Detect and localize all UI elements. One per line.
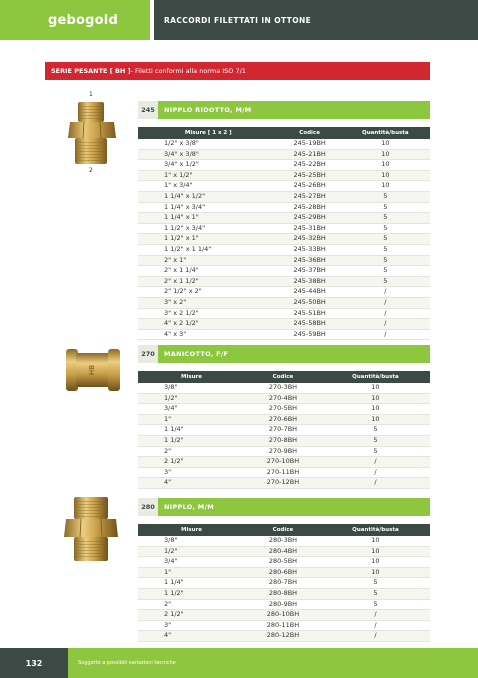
- code-cell: 245-26BH: [279, 181, 341, 192]
- size-cell: 2" x 1 1/2": [138, 276, 279, 287]
- quantity-cell: 5: [321, 599, 430, 610]
- code-cell: 280-5BH: [245, 557, 321, 568]
- size-cell: 2 1/2": [138, 457, 245, 468]
- quantity-cell: /: [341, 297, 430, 308]
- size-cell: 1 1/2" x 3/4": [138, 223, 279, 234]
- column-header: Codice: [279, 127, 341, 139]
- quantity-cell: 5: [341, 234, 430, 245]
- table-row: [138, 287, 430, 298]
- quantity-cell: /: [321, 478, 430, 489]
- quantity-cell: 10: [321, 393, 430, 404]
- code-cell: 270-10BH: [245, 457, 321, 468]
- quantity-cell: 5: [321, 425, 430, 436]
- quantity-cell: 10: [321, 557, 430, 568]
- size-cell: 1 1/4": [138, 578, 245, 589]
- quantity-cell: 10: [341, 181, 430, 192]
- quantity-cell: /: [321, 631, 430, 642]
- brand-logo: gebogold: [48, 12, 118, 28]
- size-cell: 2": [138, 446, 245, 457]
- size-cell: 4": [138, 478, 245, 489]
- size-cell: 1 1/2": [138, 588, 245, 599]
- size-cell: 2": [138, 599, 245, 610]
- product-280: [138, 498, 430, 642]
- code-cell: 280-11BH: [245, 620, 321, 631]
- table-row: [138, 191, 430, 202]
- size-cell: 1 1/4" x 3/4": [138, 202, 279, 213]
- size-cell: 1": [138, 567, 245, 578]
- code-cell: 270-6BH: [245, 414, 321, 425]
- quantity-cell: 5: [341, 266, 430, 277]
- code-cell: 270-5BH: [245, 404, 321, 415]
- column-header: Codice: [245, 524, 321, 536]
- code-cell: 270-11BH: [245, 467, 321, 478]
- code-cell: 245-51BH: [279, 308, 341, 319]
- table-row: [138, 546, 430, 557]
- size-cell: 3/4" x 3/8": [138, 149, 279, 160]
- code-cell: 270-9BH: [245, 446, 321, 457]
- size-cell: 1 1/4": [138, 425, 245, 436]
- quantity-cell: 5: [341, 213, 430, 224]
- product-270: [138, 345, 430, 489]
- table-row: [138, 383, 430, 393]
- table-row: [138, 620, 430, 631]
- product-245: [138, 101, 430, 340]
- table-row: [138, 393, 430, 404]
- size-cell: 4" x 3": [138, 329, 279, 340]
- column-header: Misure: [138, 524, 245, 536]
- size-cell: 4": [138, 631, 245, 642]
- table-row: [138, 435, 430, 446]
- table-row: [138, 414, 430, 425]
- code-cell: 280-4BH: [245, 546, 321, 557]
- size-cell: 3/4": [138, 557, 245, 568]
- code-cell: 245-50BH: [279, 297, 341, 308]
- size-cell: 1 1/4" x 1": [138, 213, 279, 224]
- code-cell: 245-58BH: [279, 319, 341, 330]
- code-cell: 280-6BH: [245, 567, 321, 578]
- product-name: NIPPLO RIDOTTO, M/M: [164, 106, 252, 114]
- size-cell: 1/2" x 3/8": [138, 139, 279, 149]
- quantity-cell: /: [321, 457, 430, 468]
- quantity-cell: /: [341, 319, 430, 330]
- quantity-cell: 10: [321, 567, 430, 578]
- coupling-image: [62, 345, 124, 395]
- table-row: [138, 276, 430, 287]
- nipple-image: [62, 495, 120, 565]
- column-header: Quantità/busta: [321, 524, 430, 536]
- quantity-cell: 5: [341, 191, 430, 202]
- quantity-cell: 5: [341, 255, 430, 266]
- quantity-cell: 5: [321, 578, 430, 589]
- quantity-cell: /: [341, 287, 430, 298]
- quantity-cell: /: [321, 610, 430, 621]
- quantity-cell: 10: [321, 546, 430, 557]
- size-cell: 2 1/2": [138, 610, 245, 621]
- code-cell: 270-12BH: [245, 478, 321, 489]
- code-cell: 245-31BH: [279, 223, 341, 234]
- column-header: Misure [ 1 x 2 ]: [138, 127, 279, 139]
- quantity-cell: 10: [341, 170, 430, 181]
- size-cell: 3": [138, 467, 245, 478]
- table-row: [138, 446, 430, 457]
- size-cell: 2" x 1": [138, 255, 279, 266]
- brand-logo-area: [0, 0, 150, 40]
- table-row: [138, 610, 430, 621]
- quantity-cell: 5: [321, 446, 430, 457]
- code-cell: 245-32BH: [279, 234, 341, 245]
- size-cell: 3/4": [138, 404, 245, 415]
- product-name: NIPPLO, M/M: [164, 503, 215, 511]
- table-row: [138, 139, 430, 149]
- code-cell: 280-8BH: [245, 588, 321, 599]
- size-cell: 1": [138, 414, 245, 425]
- code-cell: 245-22BH: [279, 160, 341, 171]
- table-row: [138, 578, 430, 589]
- column-header: Codice: [245, 371, 321, 383]
- series-description: - Filetti conformi alla norma ISO 7/1: [130, 67, 246, 75]
- quantity-cell: /: [341, 308, 430, 319]
- table-header-row: [138, 371, 430, 383]
- table-row: [138, 213, 430, 224]
- size-cell: 1/2": [138, 393, 245, 404]
- code-cell: 280-3BH: [245, 536, 321, 546]
- table-row: [138, 457, 430, 468]
- table-row: [138, 255, 430, 266]
- code-cell: 245-59BH: [279, 329, 341, 340]
- product-code: 245: [138, 101, 158, 119]
- quantity-cell: 5: [321, 435, 430, 446]
- quantity-cell: 10: [321, 536, 430, 546]
- code-cell: 245-38BH: [279, 276, 341, 287]
- callout-2: 2: [89, 167, 93, 174]
- size-cell: 3/8": [138, 536, 245, 546]
- series-banner: [45, 62, 430, 80]
- header-title-area: [154, 0, 478, 40]
- code-cell: 280-12BH: [245, 631, 321, 642]
- table-row: [138, 308, 430, 319]
- table-row: [138, 467, 430, 478]
- table-header-row: [138, 524, 430, 536]
- size-cell: 3/8": [138, 383, 245, 393]
- column-header: Misure: [138, 371, 245, 383]
- page-title: RACCORDI FILETTATI IN OTTONE: [164, 15, 312, 25]
- code-cell: 270-7BH: [245, 425, 321, 436]
- size-cell: 1" x 3/4": [138, 181, 279, 192]
- reducing-nipple-image: [62, 100, 122, 168]
- table-row: [138, 181, 430, 192]
- code-cell: 245-28BH: [279, 202, 341, 213]
- page-number: 132: [25, 658, 43, 668]
- code-cell: 270-4BH: [245, 393, 321, 404]
- footer-note-area: [68, 648, 478, 678]
- table-row: [138, 266, 430, 277]
- quantity-cell: 10: [341, 160, 430, 171]
- table-row: [138, 478, 430, 489]
- table-row: [138, 631, 430, 642]
- code-cell: 245-37BH: [279, 266, 341, 277]
- table-row: [138, 404, 430, 415]
- table-row: [138, 202, 430, 213]
- quantity-cell: /: [321, 467, 430, 478]
- page-number-box: [0, 648, 68, 678]
- table-row: [138, 557, 430, 568]
- table-row: [138, 234, 430, 245]
- code-cell: 245-27BH: [279, 191, 341, 202]
- quantity-cell: 10: [321, 414, 430, 425]
- product-header: [138, 498, 430, 516]
- code-cell: 270-3BH: [245, 383, 321, 393]
- product-name: MANICOTTO, F/F: [164, 350, 229, 358]
- quantity-cell: 5: [341, 223, 430, 234]
- table-row: [138, 599, 430, 610]
- table-row: [138, 244, 430, 255]
- table-row: [138, 297, 430, 308]
- product-code: 280: [138, 498, 158, 516]
- code-cell: 245-25BH: [279, 170, 341, 181]
- size-cell: 3/4" x 1/2": [138, 160, 279, 171]
- product-code: 270: [138, 345, 158, 363]
- quantity-cell: 5: [341, 244, 430, 255]
- quantity-cell: /: [321, 620, 430, 631]
- quantity-cell: 5: [321, 588, 430, 599]
- size-cell: 1 1/2" x 1 1/4": [138, 244, 279, 255]
- code-cell: 245-29BH: [279, 213, 341, 224]
- product-table: [138, 127, 430, 340]
- quantity-cell: 10: [321, 404, 430, 415]
- code-cell: 280-7BH: [245, 578, 321, 589]
- size-cell: 1 1/2" x 1": [138, 234, 279, 245]
- size-cell: 1 1/2": [138, 435, 245, 446]
- code-cell: 245-21BH: [279, 149, 341, 160]
- product-header: [138, 101, 430, 119]
- table-row: [138, 149, 430, 160]
- page-header: [0, 0, 478, 40]
- size-cell: 3": [138, 620, 245, 631]
- quantity-cell: /: [341, 329, 430, 340]
- quantity-cell: 10: [321, 383, 430, 393]
- page-footer: [0, 648, 478, 678]
- quantity-cell: 5: [341, 276, 430, 287]
- svg-text:BH: BH: [87, 364, 95, 376]
- product-table: [138, 371, 430, 489]
- size-cell: 1 1/4" x 1/2": [138, 191, 279, 202]
- size-cell: 1" x 1/2": [138, 170, 279, 181]
- table-row: [138, 223, 430, 234]
- product-table: [138, 524, 430, 642]
- table-row: [138, 425, 430, 436]
- column-header: Quantità/busta: [321, 371, 430, 383]
- size-cell: 4" x 2 1/2": [138, 319, 279, 330]
- size-cell: 3" x 2 1/2": [138, 308, 279, 319]
- size-cell: 3" x 2": [138, 297, 279, 308]
- code-cell: 245-36BH: [279, 255, 341, 266]
- series-code: SERIE PESANTE [ BH ]: [51, 67, 131, 75]
- code-cell: 245-19BH: [279, 139, 341, 149]
- table-row: [138, 329, 430, 340]
- table-row: [138, 170, 430, 181]
- table-row: [138, 319, 430, 330]
- product-header: [138, 345, 430, 363]
- code-cell: 280-10BH: [245, 610, 321, 621]
- quantity-cell: 10: [341, 149, 430, 160]
- footer-note: Soggetto a possibili variazioni tecniche: [78, 660, 176, 666]
- callout-1: 1: [89, 91, 93, 98]
- code-cell: 245-33BH: [279, 244, 341, 255]
- table-row: [138, 567, 430, 578]
- code-cell: 280-9BH: [245, 599, 321, 610]
- code-cell: 270-8BH: [245, 435, 321, 446]
- table-header-row: [138, 127, 430, 139]
- table-row: [138, 536, 430, 546]
- size-cell: 1/2": [138, 546, 245, 557]
- table-row: [138, 160, 430, 171]
- code-cell: 245-44BH: [279, 287, 341, 298]
- quantity-cell: 5: [341, 202, 430, 213]
- table-row: [138, 588, 430, 599]
- size-cell: 2" 1/2" x 2": [138, 287, 279, 298]
- quantity-cell: 10: [341, 139, 430, 149]
- size-cell: 2" x 1 1/4": [138, 266, 279, 277]
- column-header: Quantità/busta: [341, 127, 430, 139]
